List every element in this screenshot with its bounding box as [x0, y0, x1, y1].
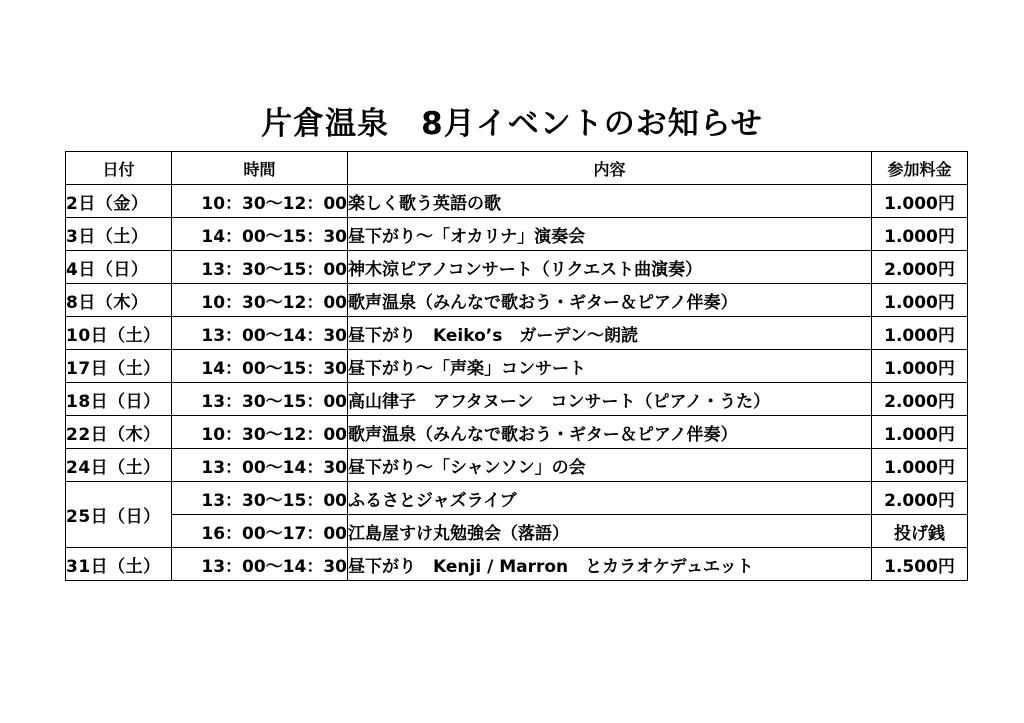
table-row: [66, 284, 968, 317]
header-content: 内容: [348, 152, 872, 185]
time-cell: 14：00〜15：30: [172, 218, 348, 251]
time-cell: 10：30〜12：00: [172, 416, 348, 449]
header-date: 日付: [66, 152, 172, 185]
fee-cell: 1.000円: [872, 284, 968, 317]
content-cell: 昼下がり〜「シャンソン」の会: [348, 449, 872, 482]
header-time: 時間: [172, 152, 348, 185]
fee-cell: 2.000円: [872, 383, 968, 416]
fee-cell: 1.000円: [872, 350, 968, 383]
content-cell: 昼下がり Keiko’s ガーデン〜朗読: [348, 317, 872, 350]
table-row: [66, 251, 968, 284]
date-cell: 8日（木）: [66, 284, 172, 317]
date-cell: 31日（土）: [66, 548, 172, 581]
fee-cell: 1.000円: [872, 185, 968, 218]
table-row: [66, 218, 968, 251]
fee-cell: 2.000円: [872, 251, 968, 284]
table-row: [66, 449, 968, 482]
time-cell: 13：30〜15：00: [172, 383, 348, 416]
date-cell: 2日（金）: [66, 185, 172, 218]
date-cell: 24日（土）: [66, 449, 172, 482]
content-cell: 神木涼ピアノコンサート（リクエスト曲演奏）: [348, 251, 872, 284]
fee-cell: 1.000円: [872, 449, 968, 482]
page-title: 片倉温泉 8月イベントのお知らせ: [261, 106, 763, 142]
table-row: [66, 482, 968, 515]
fee-cell: 1.000円: [872, 416, 968, 449]
time-cell: 13：00〜14：30: [172, 317, 348, 350]
date-cell: 25日（日）: [66, 482, 172, 548]
fee-cell: 1.000円: [872, 218, 968, 251]
content-cell: 歌声温泉（みんなで歌おう・ギター＆ピアノ伴奏）: [348, 284, 872, 317]
table-row: [66, 548, 968, 581]
header-fee: 参加料金: [872, 152, 968, 185]
date-cell: 17日（土）: [66, 350, 172, 383]
time-cell: 14：00〜15：30: [172, 350, 348, 383]
time-cell: 10：30〜12：00: [172, 185, 348, 218]
time-cell: 13：30〜15：00: [172, 251, 348, 284]
table-header-row: [66, 152, 968, 185]
content-cell: 昼下がり〜「声楽」コンサート: [348, 350, 872, 383]
content-cell: 昼下がり Kenji / Marron とカラオケデュエット: [348, 548, 872, 581]
content-cell: 江島屋すけ丸勉強会（落語）: [348, 515, 872, 548]
fee-cell: 1.000円: [872, 317, 968, 350]
content-cell: 歌声温泉（みんなで歌おう・ギター＆ピアノ伴奏）: [348, 416, 872, 449]
fee-cell: 1.500円: [872, 548, 968, 581]
table-row: [66, 515, 968, 548]
table-row: [66, 416, 968, 449]
table-row: [66, 185, 968, 218]
content-cell: 昼下がり〜「オカリナ」演奏会: [348, 218, 872, 251]
date-cell: 10日（土）: [66, 317, 172, 350]
fee-cell: 2.000円: [872, 482, 968, 515]
date-cell: 3日（土）: [66, 218, 172, 251]
content-cell: 高山律子 アフタヌーン コンサート（ピアノ・うた）: [348, 383, 872, 416]
content-cell: ふるさとジャズライブ: [348, 482, 872, 515]
content-cell: 楽しく歌う英語の歌: [348, 185, 872, 218]
time-cell: 13：00〜14：30: [172, 548, 348, 581]
table-row: [66, 350, 968, 383]
table-row: [66, 383, 968, 416]
time-cell: 13：00〜14：30: [172, 449, 348, 482]
date-cell: 22日（木）: [66, 416, 172, 449]
date-cell: 4日（日）: [66, 251, 172, 284]
table-row: [66, 317, 968, 350]
time-cell: 16：00〜17：00: [172, 515, 348, 548]
date-cell: 18日（日）: [66, 383, 172, 416]
event-schedule-table: [65, 151, 968, 581]
fee-cell: 投げ銭: [872, 515, 968, 548]
time-cell: 13：30〜15：00: [172, 482, 348, 515]
time-cell: 10：30〜12：00: [172, 284, 348, 317]
